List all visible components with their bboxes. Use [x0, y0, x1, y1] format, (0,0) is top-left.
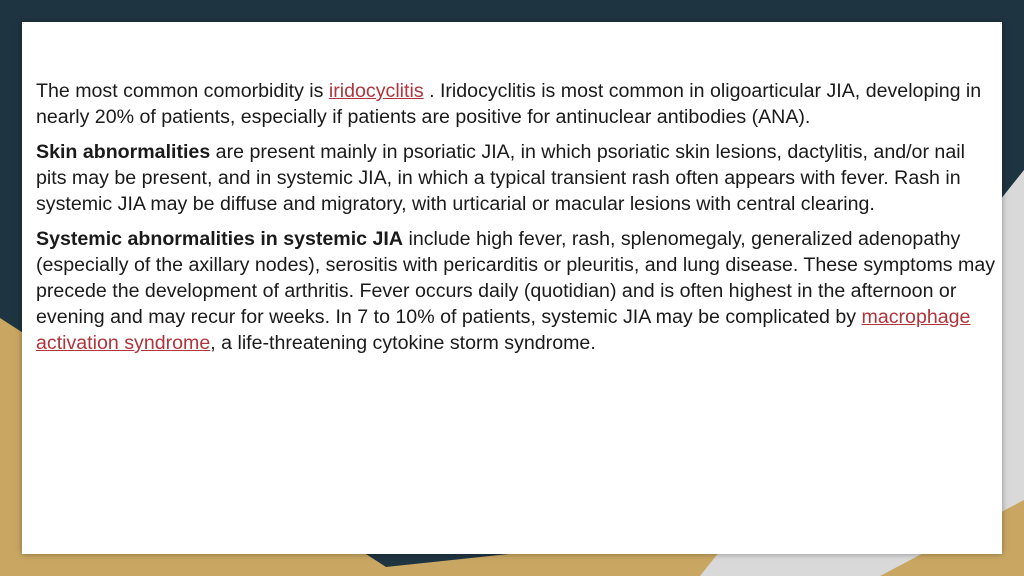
- systemic-abnormalities-heading: Systemic abnormalities in systemic JIA: [36, 228, 404, 250]
- macrophage-activation-syndrome-link[interactable]: macrophage activation syndrome: [36, 306, 971, 354]
- paragraph-comorbidity: [36, 78, 996, 130]
- paragraph-systemic-abnormalities: [36, 226, 996, 356]
- paragraph-skin-abnormalities: [36, 139, 996, 217]
- paragraph-1-text-a: The most common comorbidity is: [36, 80, 329, 102]
- paragraph-3-text-b: , a life-threatening cytokine storm syndrome.: [210, 332, 596, 354]
- paragraph-2-text: are present mainly in psoriatic JIA, in which psoriatic skin lesions, dactylitis, and/or nail pits may be present, and in systemic JIA, in which a typical transient rash often appears with fever. Rash in systemic JIA may be diffuse and migratory, with urticarial or macular lesions with central clearing.: [36, 141, 965, 215]
- paragraph-3-text-a: include high fever, rash, splenomegaly, generalized adenopathy (especially of the axillary nodes), serositis with pericarditis or pleuritis, and lung disease. These symptoms may precede the development of arthritis. Fever occurs daily (quotidian) and is often highest in the afternoon or evening and may recur for weeks. In 7 to 10% of patients, systemic JIA may be complicated by: [36, 228, 996, 328]
- skin-abnormalities-heading: Skin abnormalities: [36, 141, 211, 163]
- iridocyclitis-link[interactable]: iridocyclitis: [328, 80, 424, 102]
- slide-content: [36, 78, 996, 365]
- slide-card: [22, 22, 1002, 554]
- paragraph-1-text-b: . Iridocyclitis is most common in oligoarticular JIA, developing in nearly 20% of patients, especially if patients are positive for antinuclear antibodies (ANA).: [36, 80, 982, 128]
